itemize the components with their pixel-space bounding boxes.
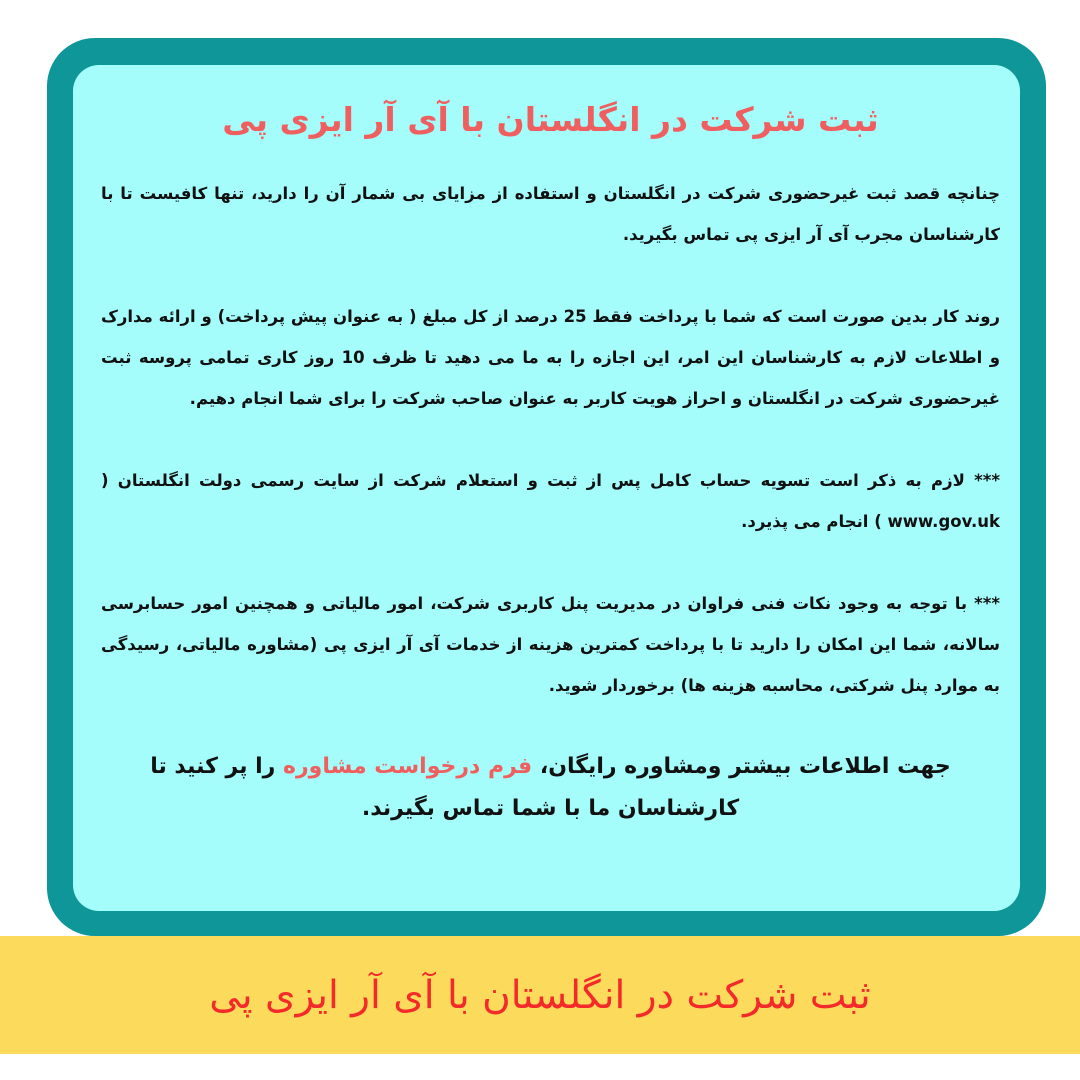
call-to-action xyxy=(101,746,1000,830)
banner-title: ثبت شرکت در انگلستان با آی آر ایزی پی xyxy=(209,972,871,1018)
paragraph-services-note: *** با توجه به وجود نکات فنی فراوان در مدیریت پنل کاربری شرکت، امور مالیاتی و همچنین امور حسابرسی سالانه، شما این امکان را دارید تا با پرداخت کمترین هزینه از خدمات آی آر ایزی پی (مشاوره مالیاتی، رسیدگی به موارد پنل شرکتی، محاسبه هزینه ها) برخوردار شوید. xyxy=(101,594,1000,695)
paragraph-settlement-note: *** لازم به ذکر است تسویه حساب کامل پس از ثبت و استعلام شرکت از سایت رسمی دولت انگلستان ( www.gov.uk ) انجام می پذیرد. xyxy=(101,471,1000,531)
paragraph-process: روند کار بدین صورت است که شما با پرداخت فقط 25 درصد از کل مبلغ ( به عنوان پیش پرداخت) و ارائه مدارک و اطلاعات لازم به کارشناسان این امر، این اجازه را به ما می دهید تا ظرف 10 روز کاری تمامی پروسه ثبت غیرحضوری شرکت در انگلستان و احراز هویت کاربر به عنوان صاحب شرکت را برای شما انجام دهیم. xyxy=(101,307,1001,408)
bottom-banner xyxy=(0,936,1080,1054)
cta-text-before: جهت اطلاعات بیشتر ومشاوره رایگان، xyxy=(532,754,951,779)
cta-text-after: را پر کنید تا کارشناسان ما با شما تماس بگیرند. xyxy=(150,754,740,821)
card-title: ثبت شرکت در انگلستان با آی آر ایزی پی xyxy=(222,100,879,139)
paragraph-intro: چنانچه قصد ثبت غیرحضوری شرکت در انگلستان و استفاده از مزایای بی شمار آن را دارید، تنها کافیست تا با کارشناسان مجرب آی آر ایزی پی تماس بگیرید. xyxy=(101,184,1000,244)
consultation-form-link[interactable]: فرم درخواست مشاوره xyxy=(283,754,533,779)
info-card xyxy=(73,65,1020,911)
